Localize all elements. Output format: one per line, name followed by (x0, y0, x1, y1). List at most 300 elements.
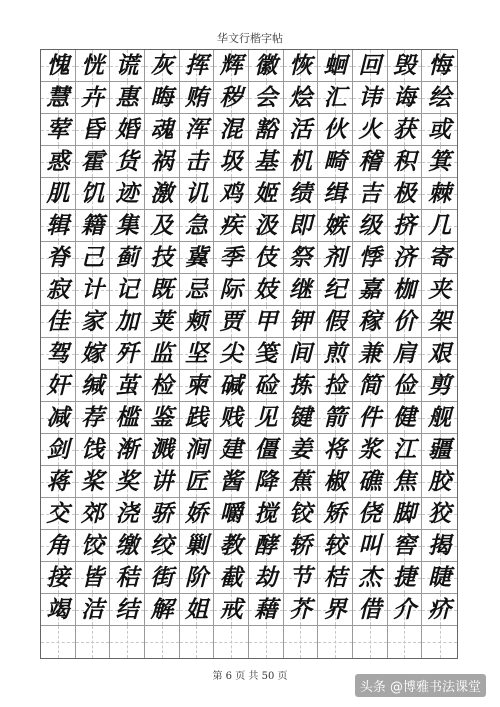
grid-cell (249, 50, 284, 82)
grid-cell (284, 562, 319, 594)
character: 恍 (80, 52, 104, 79)
character: 汇 (323, 84, 347, 111)
character: 肌 (46, 180, 70, 207)
grid-cell (145, 114, 180, 146)
character: 回 (358, 52, 382, 79)
grid-cell (110, 402, 145, 434)
grid-cell (318, 402, 353, 434)
grid-cell (110, 82, 145, 114)
character: 架 (428, 308, 452, 335)
grid-cell (249, 210, 284, 242)
character: 剪 (428, 372, 452, 399)
grid-cell (214, 242, 249, 274)
character: 柬 (184, 372, 208, 399)
character: 浆 (358, 436, 382, 463)
grid-cell (180, 498, 215, 530)
grid-cell (388, 242, 423, 274)
character: 脊 (46, 244, 70, 271)
grid-cell (214, 466, 249, 498)
grid-cell (284, 146, 319, 178)
grid-cell (318, 626, 353, 658)
character: 假 (323, 308, 347, 335)
grid-cell (318, 306, 353, 338)
grid-cell (76, 82, 111, 114)
character: 钾 (288, 308, 312, 335)
character: 家 (80, 308, 104, 335)
character: 饥 (80, 180, 104, 207)
character: 件 (358, 404, 382, 431)
grid-cell (76, 274, 111, 306)
grid-cell (353, 306, 388, 338)
character: 奖 (115, 468, 139, 495)
grid-cell (318, 530, 353, 562)
grid-cell (388, 146, 423, 178)
character: 缄 (80, 372, 104, 399)
grid-cell (284, 210, 319, 242)
grid-cell (318, 498, 353, 530)
grid-cell (318, 594, 353, 626)
grid-cell (41, 50, 76, 82)
character: 集 (115, 212, 139, 239)
character: 脚 (392, 500, 416, 527)
grid-cell (422, 146, 457, 178)
character: 贿 (184, 84, 208, 111)
character: 惑 (46, 148, 70, 175)
grid-cell (110, 562, 145, 594)
grid-cell (76, 50, 111, 82)
grid-cell (422, 594, 457, 626)
character: 忌 (184, 276, 208, 303)
character: 颊 (184, 308, 208, 335)
character: 渐 (115, 436, 139, 463)
character: 技 (150, 244, 174, 271)
grid-cell (145, 402, 180, 434)
character: 疾 (219, 212, 243, 239)
character: 简 (358, 372, 382, 399)
grid-cell (180, 306, 215, 338)
character: 间 (288, 340, 312, 367)
character: 加 (115, 308, 139, 335)
grid-cell (180, 50, 215, 82)
grid-cell (180, 82, 215, 114)
grid-cell (145, 146, 180, 178)
grid-cell (388, 274, 423, 306)
character: 蒋 (46, 468, 70, 495)
character: 阶 (184, 564, 208, 591)
grid-cell (388, 82, 423, 114)
grid-cell (353, 530, 388, 562)
grid-cell (41, 146, 76, 178)
grid-cell (284, 498, 319, 530)
grid-cell (353, 210, 388, 242)
grid-cell (214, 562, 249, 594)
character: 及 (150, 212, 174, 239)
grid-cell (76, 338, 111, 370)
grid-cell (76, 530, 111, 562)
character: 讲 (150, 468, 174, 495)
character: 捡 (323, 372, 347, 399)
character: 枷 (392, 276, 416, 303)
character: 荐 (80, 404, 104, 431)
character: 姜 (288, 436, 312, 463)
character: 挥 (184, 52, 208, 79)
grid-cell (110, 306, 145, 338)
character: 毁 (392, 52, 416, 79)
grid-cell (41, 274, 76, 306)
character: 监 (150, 340, 174, 367)
grid-cell (353, 562, 388, 594)
grid-cell (110, 530, 145, 562)
character: 较 (323, 532, 347, 559)
grid-cell (145, 434, 180, 466)
grid-cell (214, 178, 249, 210)
character: 激 (150, 180, 174, 207)
grid-cell (318, 146, 353, 178)
grid-cell (422, 370, 457, 402)
character: 寄 (428, 244, 452, 271)
character: 稽 (358, 148, 382, 175)
grid-cell (284, 242, 319, 274)
grid-cell (422, 434, 457, 466)
character: 角 (46, 532, 70, 559)
character: 级 (358, 212, 382, 239)
grid-cell (388, 50, 423, 82)
grid-cell (284, 338, 319, 370)
grid-cell (318, 338, 353, 370)
grid-cell (76, 114, 111, 146)
character: 荚 (150, 308, 174, 335)
character: 剿 (184, 532, 208, 559)
character: 悔 (428, 52, 452, 79)
character: 疥 (428, 596, 452, 623)
character: 箕 (428, 148, 452, 175)
character: 嫁 (80, 340, 104, 367)
grid-cell (180, 402, 215, 434)
character: 获 (392, 116, 416, 143)
character: 兼 (358, 340, 382, 367)
grid-cell (145, 50, 180, 82)
character: 拣 (288, 372, 312, 399)
character: 缴 (115, 532, 139, 559)
character: 夹 (428, 276, 452, 303)
character: 将 (323, 436, 347, 463)
grid-cell (353, 434, 388, 466)
grid-cell (110, 242, 145, 274)
grid-cell (76, 434, 111, 466)
grid-cell (422, 402, 457, 434)
character: 秽 (219, 84, 243, 111)
grid-cell (41, 498, 76, 530)
grid-cell (41, 466, 76, 498)
character: 舰 (428, 404, 452, 431)
grid-cell (353, 594, 388, 626)
grid-cell (388, 498, 423, 530)
grid-cell (41, 242, 76, 274)
grid-cell (145, 498, 180, 530)
character: 剂 (323, 244, 347, 271)
character: 冀 (184, 244, 208, 271)
grid-cell (353, 498, 388, 530)
character: 叫 (358, 532, 382, 559)
grid-cell (388, 530, 423, 562)
character: 祸 (150, 148, 174, 175)
character: 戒 (219, 596, 243, 623)
character: 稼 (358, 308, 382, 335)
character: 昏 (80, 116, 104, 143)
grid-cell (76, 306, 111, 338)
character: 活 (288, 116, 312, 143)
character: 浇 (115, 500, 139, 527)
grid-cell (214, 402, 249, 434)
grid-cell (110, 114, 145, 146)
character: 绘 (428, 84, 452, 111)
character: 奸 (46, 372, 70, 399)
character: 辉 (219, 52, 243, 79)
character: 郊 (80, 500, 104, 527)
grid-cell (110, 146, 145, 178)
character: 晦 (150, 84, 174, 111)
character: 椒 (323, 468, 347, 495)
character: 藉 (254, 596, 278, 623)
grid-cell (422, 306, 457, 338)
character: 谎 (115, 52, 139, 79)
character: 既 (150, 276, 174, 303)
character: 悸 (358, 244, 382, 271)
grid-cell (110, 466, 145, 498)
grid-cell (353, 370, 388, 402)
grid-cell (284, 434, 319, 466)
character: 惠 (115, 84, 139, 111)
grid-cell (422, 210, 457, 242)
grid-cell (110, 370, 145, 402)
grid-cell (318, 466, 353, 498)
grid-cell (145, 594, 180, 626)
grid-cell (180, 114, 215, 146)
character: 济 (392, 244, 416, 271)
character: 铰 (288, 500, 312, 527)
grid-cell (110, 210, 145, 242)
grid-cell (180, 562, 215, 594)
grid-cell (145, 210, 180, 242)
character: 践 (184, 404, 208, 431)
character: 际 (219, 276, 243, 303)
character: 江 (392, 436, 416, 463)
character: 积 (392, 148, 416, 175)
grid-cell (180, 178, 215, 210)
grid-cell (318, 562, 353, 594)
grid-cell (110, 626, 145, 658)
character: 畸 (323, 148, 347, 175)
character: 借 (358, 596, 382, 623)
grid-cell (388, 562, 423, 594)
grid-cell (41, 562, 76, 594)
grid-cell (284, 178, 319, 210)
character-grid (40, 49, 458, 659)
grid-cell (284, 82, 319, 114)
character: 焦 (392, 468, 416, 495)
character: 或 (428, 116, 452, 143)
grid-cell (318, 434, 353, 466)
character: 缉 (323, 180, 347, 207)
grid-cell (318, 210, 353, 242)
character: 煎 (323, 340, 347, 367)
grid-cell (41, 594, 76, 626)
grid-cell (353, 274, 388, 306)
grid-cell (388, 178, 423, 210)
character: 火 (358, 116, 382, 143)
grid-cell (353, 466, 388, 498)
character: 记 (115, 276, 139, 303)
character: 愧 (46, 52, 70, 79)
character: 季 (219, 244, 243, 271)
character: 嚼 (219, 500, 243, 527)
grid-cell (249, 594, 284, 626)
grid-cell (422, 466, 457, 498)
character: 甲 (254, 308, 278, 335)
character: 卉 (80, 84, 104, 111)
character: 嫉 (323, 212, 347, 239)
character: 圾 (219, 148, 243, 175)
character: 计 (80, 276, 104, 303)
grid-cell (214, 114, 249, 146)
character: 溅 (150, 436, 174, 463)
character: 尖 (219, 340, 243, 367)
character: 继 (288, 276, 312, 303)
character: 皆 (80, 564, 104, 591)
grid-cell (249, 562, 284, 594)
character: 棘 (428, 180, 452, 207)
grid-cell (110, 434, 145, 466)
grid-cell (41, 178, 76, 210)
grid-cell (318, 114, 353, 146)
grid-cell (353, 82, 388, 114)
grid-cell (76, 498, 111, 530)
character: 涧 (184, 436, 208, 463)
grid-cell (145, 82, 180, 114)
character: 介 (392, 596, 416, 623)
character: 礁 (358, 468, 382, 495)
watermark: 头条 @博雅书法课堂 (355, 674, 486, 697)
character: 茧 (115, 372, 139, 399)
grid-cell (214, 306, 249, 338)
grid-cell (284, 306, 319, 338)
grid-cell (76, 562, 111, 594)
character: 会 (254, 84, 278, 111)
character: 艰 (428, 340, 452, 367)
grid-cell (76, 210, 111, 242)
character: 窖 (392, 532, 416, 559)
character: 击 (184, 148, 208, 175)
grid-cell (110, 338, 145, 370)
grid-cell (110, 274, 145, 306)
grid-cell (214, 498, 249, 530)
grid-cell (249, 178, 284, 210)
character: 伙 (323, 116, 347, 143)
character: 烩 (288, 84, 312, 111)
grid-cell (41, 402, 76, 434)
grid-cell (318, 50, 353, 82)
grid-cell (284, 402, 319, 434)
character: 娇 (184, 500, 208, 527)
grid-cell (214, 338, 249, 370)
grid-cell (180, 338, 215, 370)
character: 即 (288, 212, 312, 239)
grid-cell (422, 114, 457, 146)
grid-cell (249, 498, 284, 530)
grid-cell (388, 370, 423, 402)
grid-cell (180, 434, 215, 466)
grid-cell (214, 594, 249, 626)
character: 桨 (80, 468, 104, 495)
grid-cell (422, 626, 457, 658)
grid-cell (145, 370, 180, 402)
character: 碱 (219, 372, 243, 399)
character: 迹 (115, 180, 139, 207)
grid-cell (76, 146, 111, 178)
grid-cell (284, 274, 319, 306)
character: 辑 (46, 212, 70, 239)
grid-cell (249, 530, 284, 562)
page-number: 第 6 页 共 50 页 (212, 671, 288, 682)
grid-cell (214, 50, 249, 82)
character: 槛 (115, 404, 139, 431)
character: 饺 (80, 532, 104, 559)
character: 洁 (80, 596, 104, 623)
grid-cell (284, 530, 319, 562)
grid-cell (180, 370, 215, 402)
character: 节 (288, 564, 312, 591)
grid-cell (422, 242, 457, 274)
grid-cell (41, 210, 76, 242)
character: 恢 (288, 52, 312, 79)
grid-cell (214, 82, 249, 114)
character: 婚 (115, 116, 139, 143)
character: 伎 (254, 244, 278, 271)
character: 豁 (254, 116, 278, 143)
character: 健 (392, 404, 416, 431)
character: 匠 (184, 468, 208, 495)
character: 侥 (358, 500, 382, 527)
character: 减 (46, 404, 70, 431)
grid-cell (284, 594, 319, 626)
character: 讥 (184, 180, 208, 207)
grid-cell (41, 338, 76, 370)
character: 籍 (80, 212, 104, 239)
character: 灰 (150, 52, 174, 79)
grid-cell (249, 434, 284, 466)
character: 妓 (254, 276, 278, 303)
grid-cell (249, 274, 284, 306)
character: 狡 (428, 500, 452, 527)
grid-cell (76, 370, 111, 402)
grid-cell (388, 114, 423, 146)
grid-cell (145, 530, 180, 562)
grid-cell (214, 370, 249, 402)
character: 箭 (323, 404, 347, 431)
character: 界 (323, 596, 347, 623)
grid-cell (41, 530, 76, 562)
grid-cell (180, 146, 215, 178)
character: 汲 (254, 212, 278, 239)
page-title: 华文行楷字帖 (217, 32, 283, 45)
character: 己 (80, 244, 104, 271)
grid-cell (249, 402, 284, 434)
grid-cell (214, 274, 249, 306)
character: 肩 (392, 340, 416, 367)
grid-cell (388, 626, 423, 658)
character: 见 (254, 404, 278, 431)
character: 驾 (46, 340, 70, 367)
